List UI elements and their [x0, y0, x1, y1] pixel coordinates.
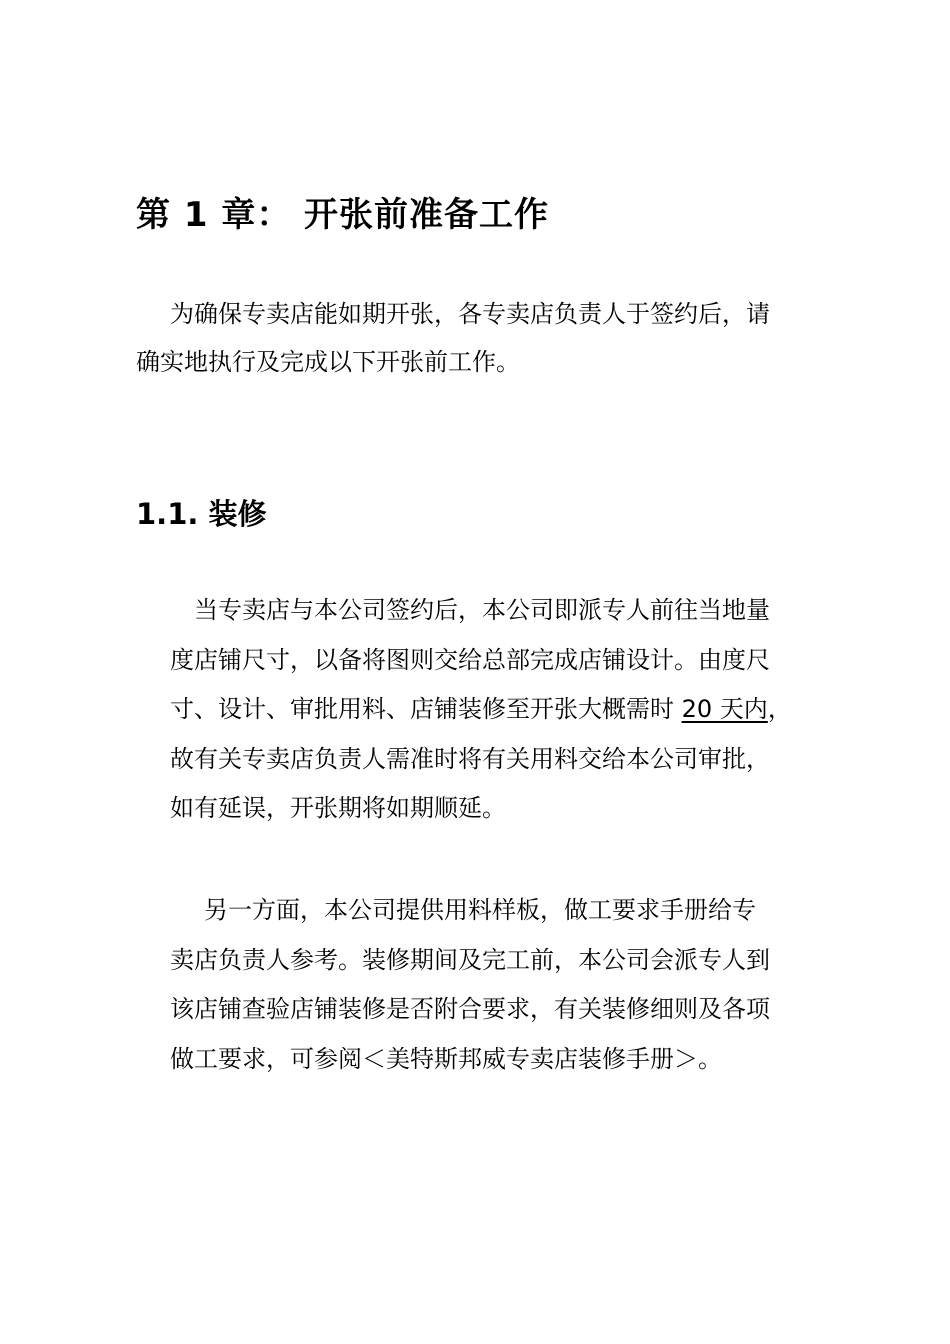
paragraph-text: 寸、设计、审批用料、店铺装修至开张大概需时: [170, 695, 682, 723]
paragraph-line: 另一方面，本公司提供用料样板，做工要求手册给专: [204, 896, 756, 924]
intro-line: 确实地执行及完成以下开张前工作。: [136, 348, 520, 376]
paragraph-line: 卖店负责人参考。装修期间及完工前，本公司会派专人到: [170, 945, 770, 974]
paragraph-materials-manual: [170, 886, 830, 1084]
paragraph-line: 当专卖店与本公司签约后，本公司即派专人前往当地量: [194, 596, 770, 624]
underlined-duration: 20 天内: [681, 695, 768, 723]
chapter-heading: [136, 190, 549, 240]
paragraph-text: ，: [767, 695, 792, 723]
intro-line: 为确保专卖店能如期开张，各专卖店负责人于签约后，请: [170, 300, 770, 328]
chapter-title-text: 开张前准备工作: [304, 195, 549, 235]
paragraph-line: 故有关专卖店负责人需准时将有关用料交给本公司审批，: [170, 744, 770, 773]
paragraph-line: [170, 685, 830, 735]
paragraph-line: 做工要求，可参阅＜美特斯邦威专卖店装修手册＞。: [170, 1044, 722, 1073]
paragraph-line: 度店铺尺寸，以备将图则交给总部完成店铺设计。由度尺: [170, 645, 770, 674]
intro-paragraph: [136, 290, 826, 386]
paragraph-line: 如有延误，开张期将如期顺延。: [170, 794, 506, 822]
paragraph-renovation-schedule: [170, 586, 830, 834]
chapter-number: 第 1 章：: [136, 195, 292, 235]
paragraph-line: 该店铺查验店铺装修是否附合要求，有关装修细则及各项: [170, 995, 770, 1023]
section-heading: 1.1. 装修: [136, 497, 267, 531]
